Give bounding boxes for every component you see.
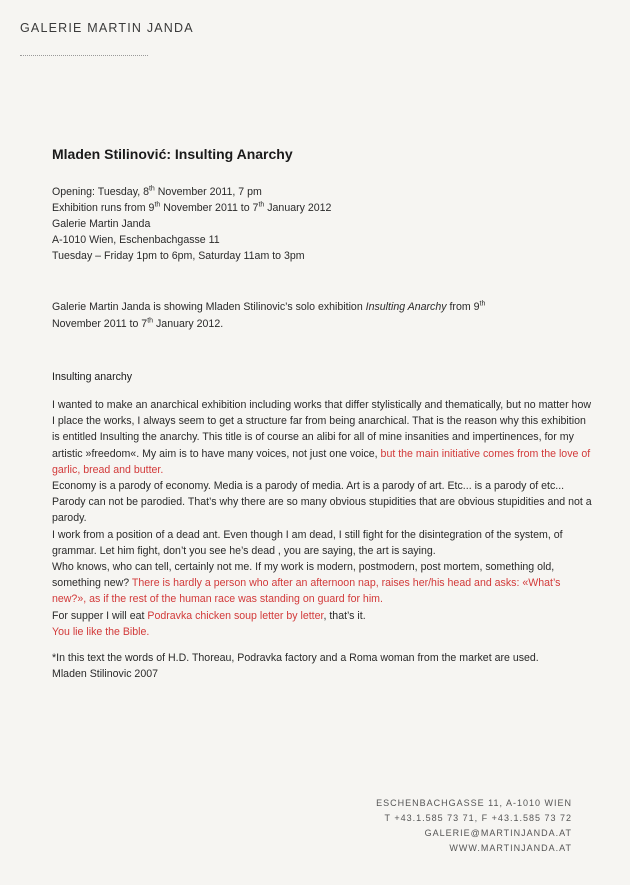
intro-paragraph <box>52 299 592 333</box>
opening-text: Opening: Tuesday, 8 <box>52 186 149 198</box>
contact-block <box>376 796 572 856</box>
page-title: Mladen Stilinović: Insulting Anarchy <box>52 146 293 162</box>
contact-website[interactable]: WWW.MARTINJANDA.AT <box>449 843 572 853</box>
essay-paragraph-2: Economy is a parody of economy. Media is a parody of media. Art is a parody of art. Etc... is a parody of etc... Parody can not be parodied. That’s why there are so many obvious stupidities that are obvious stupidities and not a parody. <box>52 480 592 525</box>
essay-p1-text: I wanted to make an anarchical exhibition including works that differ stylistically and thematically, but no matter how I place the works, I always seem to get a structure far from being anarchical. That is the reason why this exhibition is entitled Insulting the anarchy. This title is of course an alibi for all of mine insanities and impertinences, for my artistic »freedom«. My aim is to have many voices, not just one voice, <box>52 399 591 460</box>
runs-sup-2: th <box>258 201 265 209</box>
runs-line <box>52 200 592 216</box>
runs-text-mid: November 2011 to 7 <box>160 202 259 214</box>
intro-exhibition-title: Insulting Anarchy <box>365 301 447 313</box>
gallery-name-header: GALERIE MARTIN JANDA <box>20 21 194 35</box>
essay-p5-text: For supper I will eat <box>52 609 148 622</box>
opening-text-end: November 2011, 7 pm <box>154 186 262 198</box>
intro-sup-1: th <box>479 300 486 308</box>
essay-text <box>52 397 592 640</box>
essay-p1-highlight: but the main initiative comes from the love of garlic, bread and butter. <box>52 447 591 476</box>
essay-p4-text: Who knows, who can tell, certainly not me. If my work is modern, postmodern, post mortem, something old, something new? <box>52 561 555 590</box>
main-content <box>52 146 592 682</box>
address-line: A-1010 Wien, Eschenbachgasse 11 <box>52 234 220 246</box>
section-heading: Insulting anarchy <box>52 371 133 383</box>
venue-line: Galerie Martin Janda <box>52 218 151 230</box>
runs-text: Exhibition runs from 9 <box>52 202 155 214</box>
essay-paragraph-4 <box>52 559 592 608</box>
runs-sup-1: th <box>154 201 161 209</box>
contact-street: ESCHENBACHGASSE 11, A-1010 WIEN <box>376 798 572 808</box>
intro-text-4: January 2012. <box>153 318 224 330</box>
intro-text-2: from 9 <box>446 301 480 313</box>
footnote <box>52 650 592 682</box>
essay-paragraph-3: I work from a position of a dead ant. Even though I am dead, I still fight for the disintegration of the system, of grammar. Let him fight, don’t you see he’s dead , you are saying, the art is saying. <box>52 528 563 557</box>
runs-text-end: January 2012 <box>264 202 332 214</box>
opening-line <box>52 184 592 200</box>
contact-phone: T +43.1.585 73 71, F +43.1.585 73 72 <box>384 813 572 823</box>
signature: Mladen Stilinovic 2007 <box>52 668 158 681</box>
contact-email[interactable]: GALERIE@MARTINJANDA.AT <box>424 828 572 838</box>
exhibition-info <box>52 184 592 264</box>
opening-sup: th <box>148 185 155 193</box>
essay-p5-highlight: Podravka chicken soup letter by letter <box>147 609 324 622</box>
hours-line: Tuesday – Friday 1pm to 6pm, Saturday 11am to 3pm <box>52 250 305 262</box>
header-divider <box>20 55 148 56</box>
essay-p5-text-end: , that’s it. <box>323 609 366 622</box>
essay-paragraph-6: You lie like the Bible. <box>52 625 150 638</box>
essay-paragraph-5 <box>52 608 592 624</box>
footnote-text: *In this text the words of H.D. Thoreau, Podravka factory and a Roma woman from the market are used. <box>52 652 539 665</box>
essay-p4-highlight: There is hardly a person who after an afternoon nap, raises her/his head and asks: «What’s new?», as if the rest of the human race was standing on guard for him. <box>52 577 561 606</box>
intro-sup-2: th <box>147 317 154 325</box>
intro-text-3: November 2011 to 7 <box>52 318 148 330</box>
intro-text: Galerie Martin Janda is showing Mladen Stilinovic’s solo exhibition <box>52 301 366 313</box>
essay-paragraph-1 <box>52 397 592 478</box>
